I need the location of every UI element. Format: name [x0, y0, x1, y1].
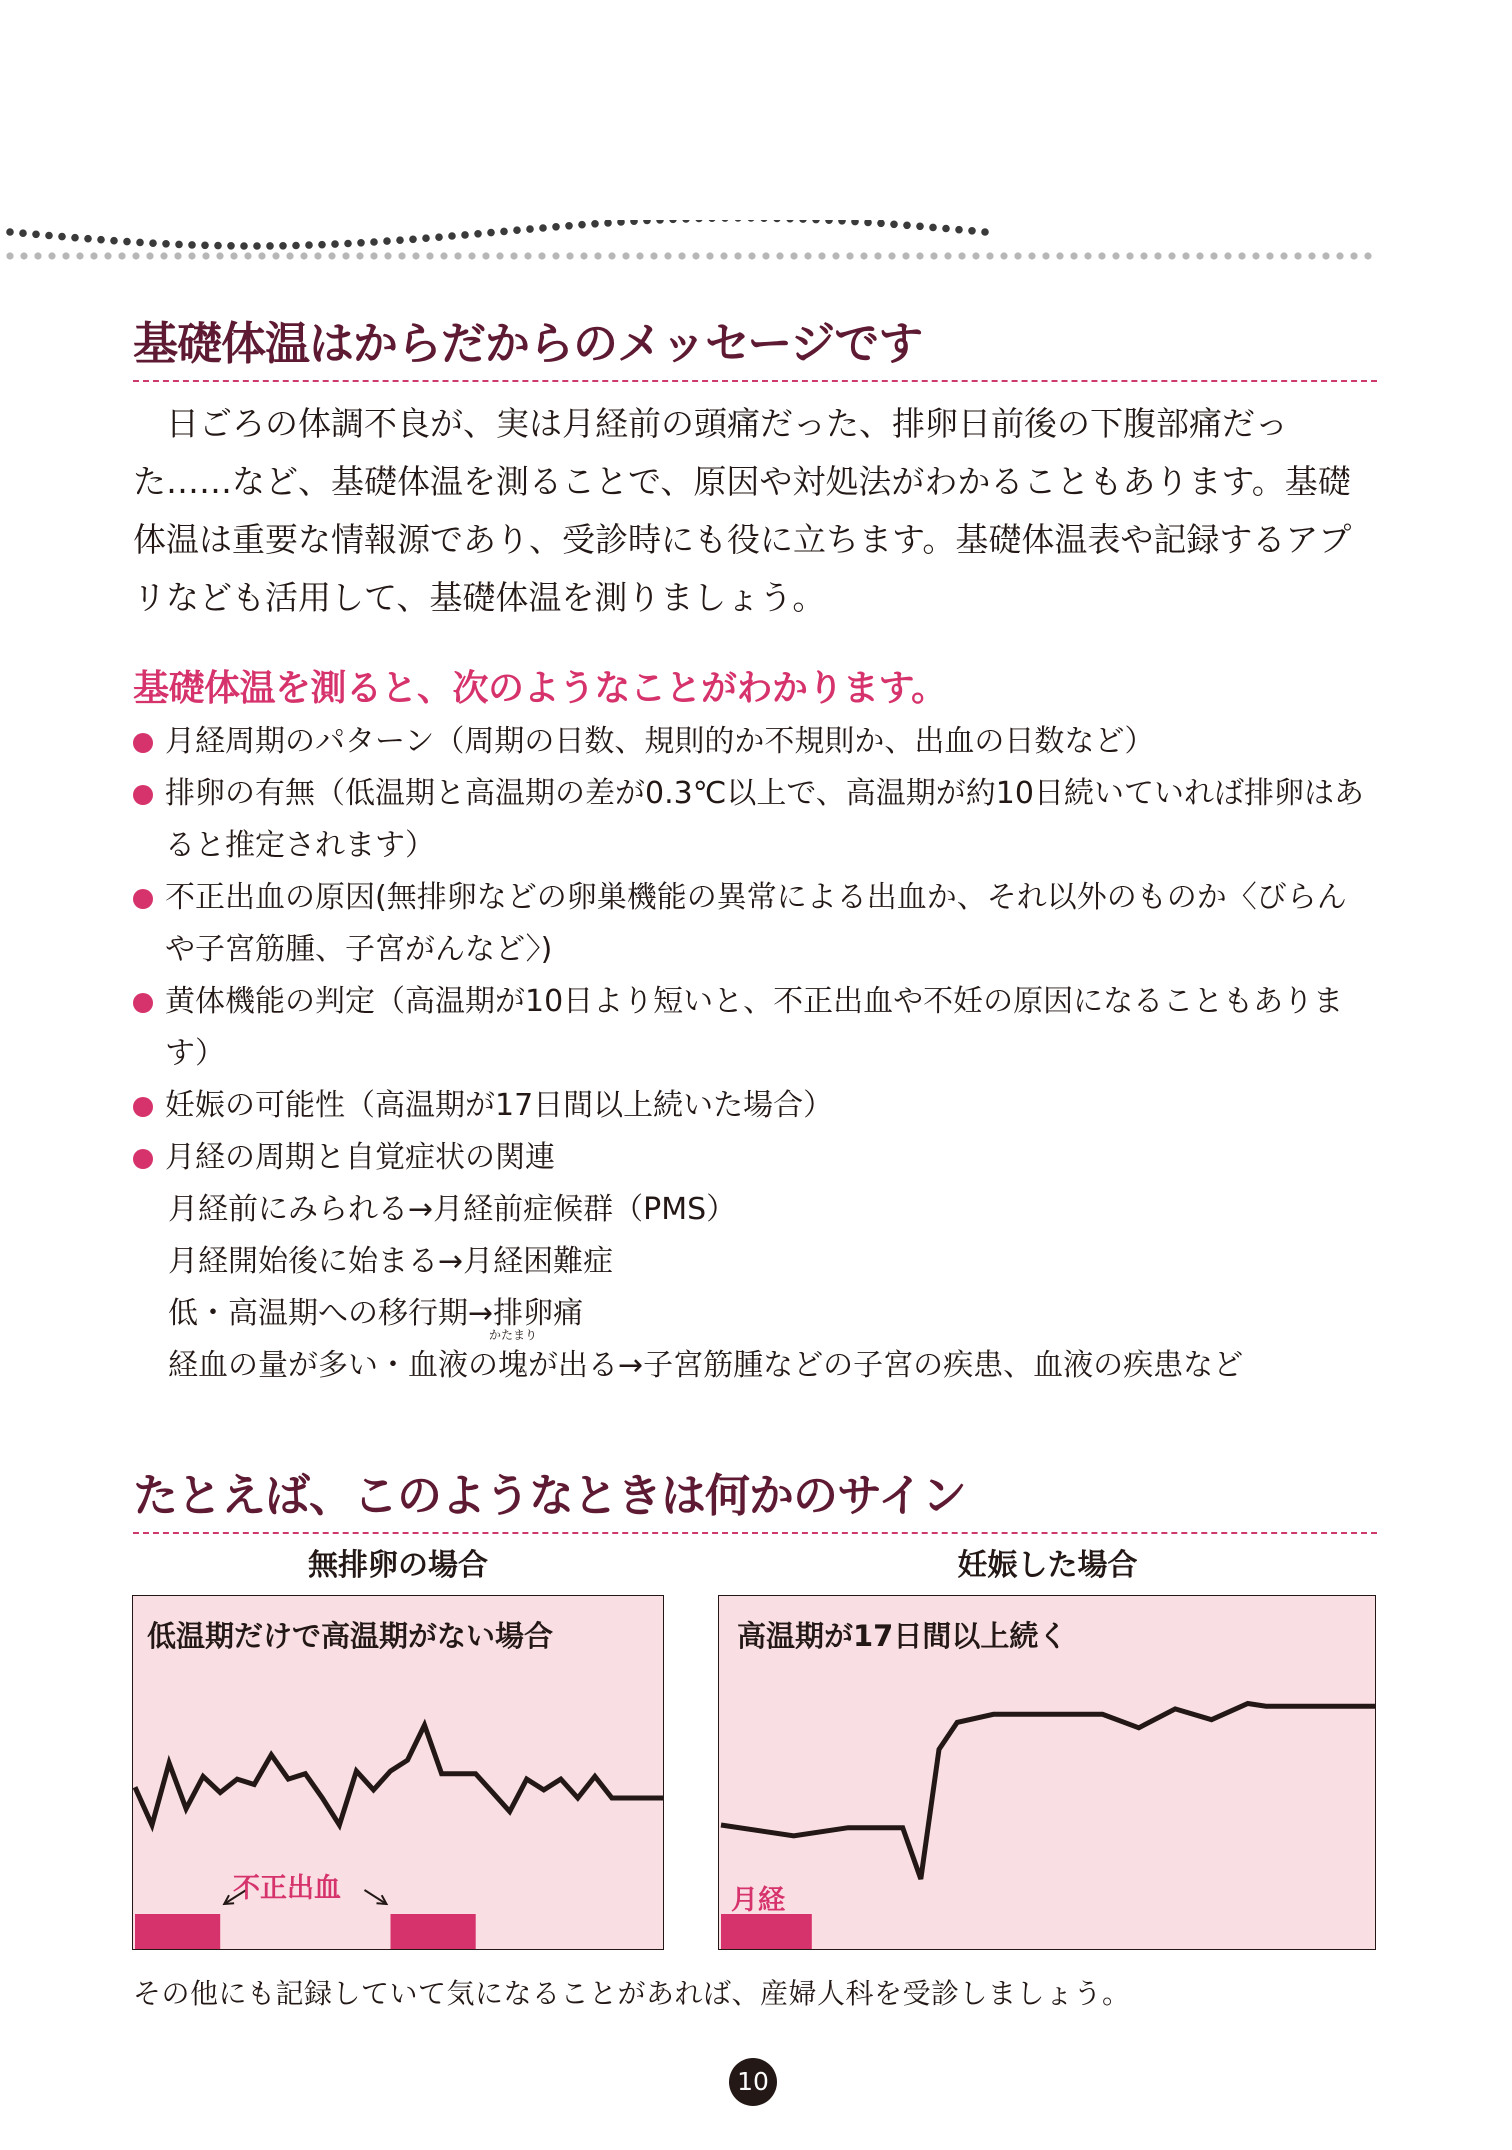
section-heading-basal-temperature: 基礎体温はからだからのメッセージです [133, 318, 1377, 382]
decorative-dot [174, 252, 181, 259]
decorative-dot [1238, 252, 1245, 259]
decorative-dot [692, 252, 699, 259]
intro-paragraph: 日ごろの体調不良が、実は月経前の頭痛だった、排卵日前後の下腹部痛だった……など、基礎体温を測ることで、原因や対処法がわかることもあります。基礎体温は重要な情報源であり、受診時にも役に立ちます。基礎体温表や記録するアプリなども活用して、基礎体温を測りましょう。 [133, 404, 1352, 617]
decorative-dot [370, 238, 378, 246]
decorative-dot [825, 220, 833, 224]
decorative-dot [721, 220, 729, 222]
decorative-dot [266, 242, 274, 250]
decorative-dot [643, 220, 651, 224]
decorative-dot [253, 242, 261, 250]
decorative-dot [942, 225, 950, 233]
decorative-dot [972, 252, 979, 259]
decorative-dot [272, 252, 279, 259]
decorative-dot [902, 252, 909, 259]
decorative-dot [58, 233, 66, 241]
decorative-dot [175, 241, 183, 249]
ruby-reading: かたまり [488, 1328, 538, 1342]
decorative-dot [482, 252, 489, 259]
chart-annotation: 低温期だけで高温期がない場合 [147, 1619, 554, 1653]
decorative-dot [818, 252, 825, 259]
decorative-dot [622, 252, 629, 259]
decorative-dot [6, 252, 13, 259]
decorative-dot [454, 252, 461, 259]
decorative-dot [510, 252, 517, 259]
decorative-dot [162, 240, 170, 248]
decorative-dot [240, 242, 248, 250]
decorative-dot [1336, 252, 1343, 259]
decorative-dot [1364, 252, 1371, 259]
decorative-dot [888, 252, 895, 259]
decorative-dot [981, 228, 989, 236]
decorative-dot [851, 220, 859, 225]
decorative-dot [1350, 252, 1357, 259]
decorative-dot [1280, 252, 1287, 259]
decorative-dot [461, 231, 469, 239]
decorative-dot [552, 252, 559, 259]
decorative-dot [468, 252, 475, 259]
decorative-dot [860, 252, 867, 259]
page-number: 10 [729, 2058, 777, 2106]
list-item: 黄体機能の判定（高温期が10日より短いと、不正出血や不妊の原因になることもあります） [133, 976, 1373, 1080]
decorative-dot [650, 252, 657, 259]
decorative-dot [20, 252, 27, 259]
decorative-dot [799, 220, 807, 223]
decorative-dot [1294, 252, 1301, 259]
decorative-dot [1056, 252, 1063, 259]
decorative-dot [903, 222, 911, 230]
decorative-dot [916, 223, 924, 231]
footnote: その他にも記録していて気になることがあれば、産婦人科を受診しましょう。 [133, 1977, 1131, 2010]
decorative-dot [630, 220, 638, 225]
decorative-dot [538, 252, 545, 259]
decorative-dot [62, 252, 69, 259]
decorative-dot [149, 239, 157, 247]
decorative-dot [594, 252, 601, 259]
decorative-dot [1140, 252, 1147, 259]
decorative-dot [201, 242, 209, 250]
decorative-dot [734, 220, 742, 222]
decorative-dot [370, 252, 377, 259]
decorative-dot [146, 252, 153, 259]
decorative-dot [409, 236, 417, 244]
decorative-dot [636, 252, 643, 259]
decorative-dot [216, 252, 223, 259]
decorative-dot [331, 240, 339, 248]
decorative-dot [1000, 252, 1007, 259]
decorative-dot [1098, 252, 1105, 259]
decorative-dot [608, 252, 615, 259]
decorative-dot [132, 252, 139, 259]
chart-anovulation [132, 1595, 664, 1950]
decorative-dot [1070, 252, 1077, 259]
decorative-dot [90, 252, 97, 259]
decorative-dot [708, 220, 716, 222]
bullet-icon [133, 993, 153, 1013]
decorative-dot [48, 252, 55, 259]
decorative-dot [1266, 252, 1273, 259]
decorative-dot [1322, 252, 1329, 259]
decorative-dot [496, 252, 503, 259]
list-item: 妊娠の可能性（高温期が17日間以上続いた場合） [133, 1080, 1373, 1132]
decorative-dot [890, 221, 898, 229]
irregular-bleeding-label: 不正出血 [233, 1873, 341, 1904]
decorative-dot [762, 252, 769, 259]
decorative-dot [1014, 252, 1021, 259]
sub-list-item: 月経開始後に始まる→月経困難症 [168, 1244, 614, 1279]
decorative-dot [539, 224, 547, 232]
decorative-dot [958, 252, 965, 259]
decorative-dot [720, 252, 727, 259]
decorative-dot [578, 221, 586, 229]
decorative-dot [1112, 252, 1119, 259]
decorative-dot [812, 220, 820, 223]
decorative-dot [804, 252, 811, 259]
decorative-dot [864, 220, 872, 226]
decorative-dot [422, 234, 430, 242]
decorative-dot [440, 252, 447, 259]
decorative-dot [123, 238, 131, 246]
decorative-dot [1084, 252, 1091, 259]
decorative-dot [916, 252, 923, 259]
decorative-dot [344, 240, 352, 248]
ruby-word: かたまり 塊 [488, 1328, 538, 1383]
menstruation-label: 月経 [731, 1885, 785, 1916]
list-item: 月経の周期と自覚症状の関連 [133, 1132, 1373, 1184]
decorative-dot [435, 233, 443, 241]
chart-pregnancy [718, 1595, 1376, 1950]
sub-list-item: 月経前にみられる→月経前症候群（PMS） [168, 1192, 737, 1227]
decorative-dot [877, 220, 885, 227]
decorative-dot [552, 223, 560, 231]
chart-title-pregnancy: 妊娠した場合 [957, 1548, 1138, 1583]
decorative-dot [110, 237, 118, 245]
bullet-icon [133, 889, 153, 909]
decorative-dot [604, 220, 612, 227]
decorative-dot [1210, 252, 1217, 259]
decorative-dot [227, 242, 235, 250]
decorative-dot [300, 252, 307, 259]
decorative-dot [786, 220, 794, 223]
decorative-dot [76, 252, 83, 259]
decorative-dot [412, 252, 419, 259]
decorative-dot [790, 252, 797, 259]
decorative-dot [955, 226, 963, 234]
decorative-dot [357, 239, 365, 247]
decorative-dot [71, 234, 79, 242]
decorative-dot [279, 242, 287, 250]
decorative-dot [97, 236, 105, 244]
decorative-dot [526, 225, 534, 233]
decorative-dot [524, 252, 531, 259]
decorative-dot [580, 252, 587, 259]
bleeding-period-bar [391, 1914, 476, 1949]
decorative-dot [832, 252, 839, 259]
decorative-dot [1196, 252, 1203, 259]
decorative-dot [565, 222, 573, 230]
decorative-dot [1308, 252, 1315, 259]
temperature-line [135, 1725, 663, 1825]
decorative-dot [706, 252, 713, 259]
decorative-dot-band [0, 220, 1512, 280]
decorative-dot [1168, 252, 1175, 259]
decorative-dot [874, 252, 881, 259]
bullet-icon [133, 1097, 153, 1117]
decorative-dot [664, 252, 671, 259]
decorative-dot [678, 252, 685, 259]
chart-annotation: 高温期が17日間以上続く [737, 1619, 1068, 1653]
decorative-dot [84, 235, 92, 243]
decorative-dot [136, 239, 144, 247]
symptom-relation-list [133, 1184, 1373, 1392]
decorative-dot [426, 252, 433, 259]
decorative-dot [617, 220, 625, 226]
decorative-dot [986, 252, 993, 259]
sub-list [133, 1184, 1373, 1392]
decorative-dot [328, 252, 335, 259]
decorative-dot [305, 241, 313, 249]
decorative-dot [776, 252, 783, 259]
decorative-dot [383, 237, 391, 245]
bullet-icon [133, 733, 153, 753]
benefits-list [133, 716, 1373, 1392]
list-item: 不正出血の原因(無排卵などの卵巣機能の異常による出血か、それ以外のものか〈びらんや子宮筋腫、子宮がんなど〉) [133, 872, 1373, 976]
decorative-dot [846, 252, 853, 259]
decorative-dot [500, 228, 508, 236]
decorative-dot [734, 252, 741, 259]
decorative-dot [258, 252, 265, 259]
decorative-dot [1182, 252, 1189, 259]
decorative-dot [286, 252, 293, 259]
decorative-dot [118, 252, 125, 259]
decorative-dot [656, 220, 664, 224]
list-item: 排卵の有無（低温期と高温期の差が0.3℃以上で、高温期が約10日続いていれば排卵はあると推定されます） [133, 768, 1373, 872]
decorative-dot [1126, 252, 1133, 259]
decorative-dot [292, 242, 300, 250]
sub-list-item: 経血の量が多い・血液の かたまり 塊が出る→子宮筋腫などの子宮の疾患、血液の疾患など [133, 1340, 1373, 1392]
decorative-dot [695, 220, 703, 222]
decorative-dot [448, 232, 456, 240]
decorative-dot [944, 252, 951, 259]
decorative-dot [314, 252, 321, 259]
decorative-dot [748, 252, 755, 259]
decorative-dot [32, 231, 40, 239]
decorative-dot [1252, 252, 1259, 259]
decorative-dot [487, 229, 495, 237]
decorative-dot [230, 252, 237, 259]
decorative-dot [214, 242, 222, 250]
section-subheading-what-you-learn: 基礎体温を測ると、次のようなことがわかります。 [133, 668, 947, 709]
bleeding-period-bar [135, 1914, 220, 1949]
decorative-dot [1224, 252, 1231, 259]
decorative-dot [104, 252, 111, 259]
decorative-dot [160, 252, 167, 259]
decorative-dot [838, 220, 846, 225]
decorative-dot [513, 226, 521, 234]
decorative-dot [930, 252, 937, 259]
decorative-dot [1042, 252, 1049, 259]
decorative-dot [396, 236, 404, 244]
decorative-dot [747, 220, 755, 222]
decorative-dot [566, 252, 573, 259]
arrow-to-second-bleeding [364, 1890, 386, 1904]
decorative-dot [6, 228, 14, 236]
decorative-dot [202, 252, 209, 259]
sub-list-item: 低・高温期への移行期→排卵痛 [168, 1296, 584, 1331]
bullet-icon [133, 785, 153, 805]
decorative-dot [1028, 252, 1035, 259]
decorative-dot [356, 252, 363, 259]
decorative-dot [318, 241, 326, 249]
list-item: 月経周期のパターン（周期の日数、規則的か不規則か、出血の日数など） [133, 716, 1373, 768]
decorative-dot [342, 252, 349, 259]
decorative-dot [773, 220, 781, 222]
decorative-dot [19, 229, 27, 237]
decorative-dot [968, 227, 976, 235]
decorative-dot [1154, 252, 1161, 259]
decorative-dot [474, 230, 482, 238]
decorative-dot [398, 252, 405, 259]
bleeding-period-bar [721, 1914, 812, 1949]
decorative-dot [591, 220, 599, 228]
decorative-dot [384, 252, 391, 259]
section-heading-signs: たとえば、このようなときは何かのサイン [133, 1470, 1377, 1534]
decorative-dot [244, 252, 251, 259]
decorative-dot [34, 252, 41, 259]
decorative-dot [760, 220, 768, 222]
decorative-dot [45, 232, 53, 240]
decorative-dot [929, 224, 937, 232]
decorative-dot [188, 241, 196, 249]
decorative-dot [669, 220, 677, 223]
temperature-line [721, 1704, 1375, 1880]
decorative-dot [188, 252, 195, 259]
bullet-icon [133, 1149, 153, 1169]
chart-title-anovulation: 無排卵の場合 [308, 1548, 488, 1583]
decorative-dot [682, 220, 690, 223]
